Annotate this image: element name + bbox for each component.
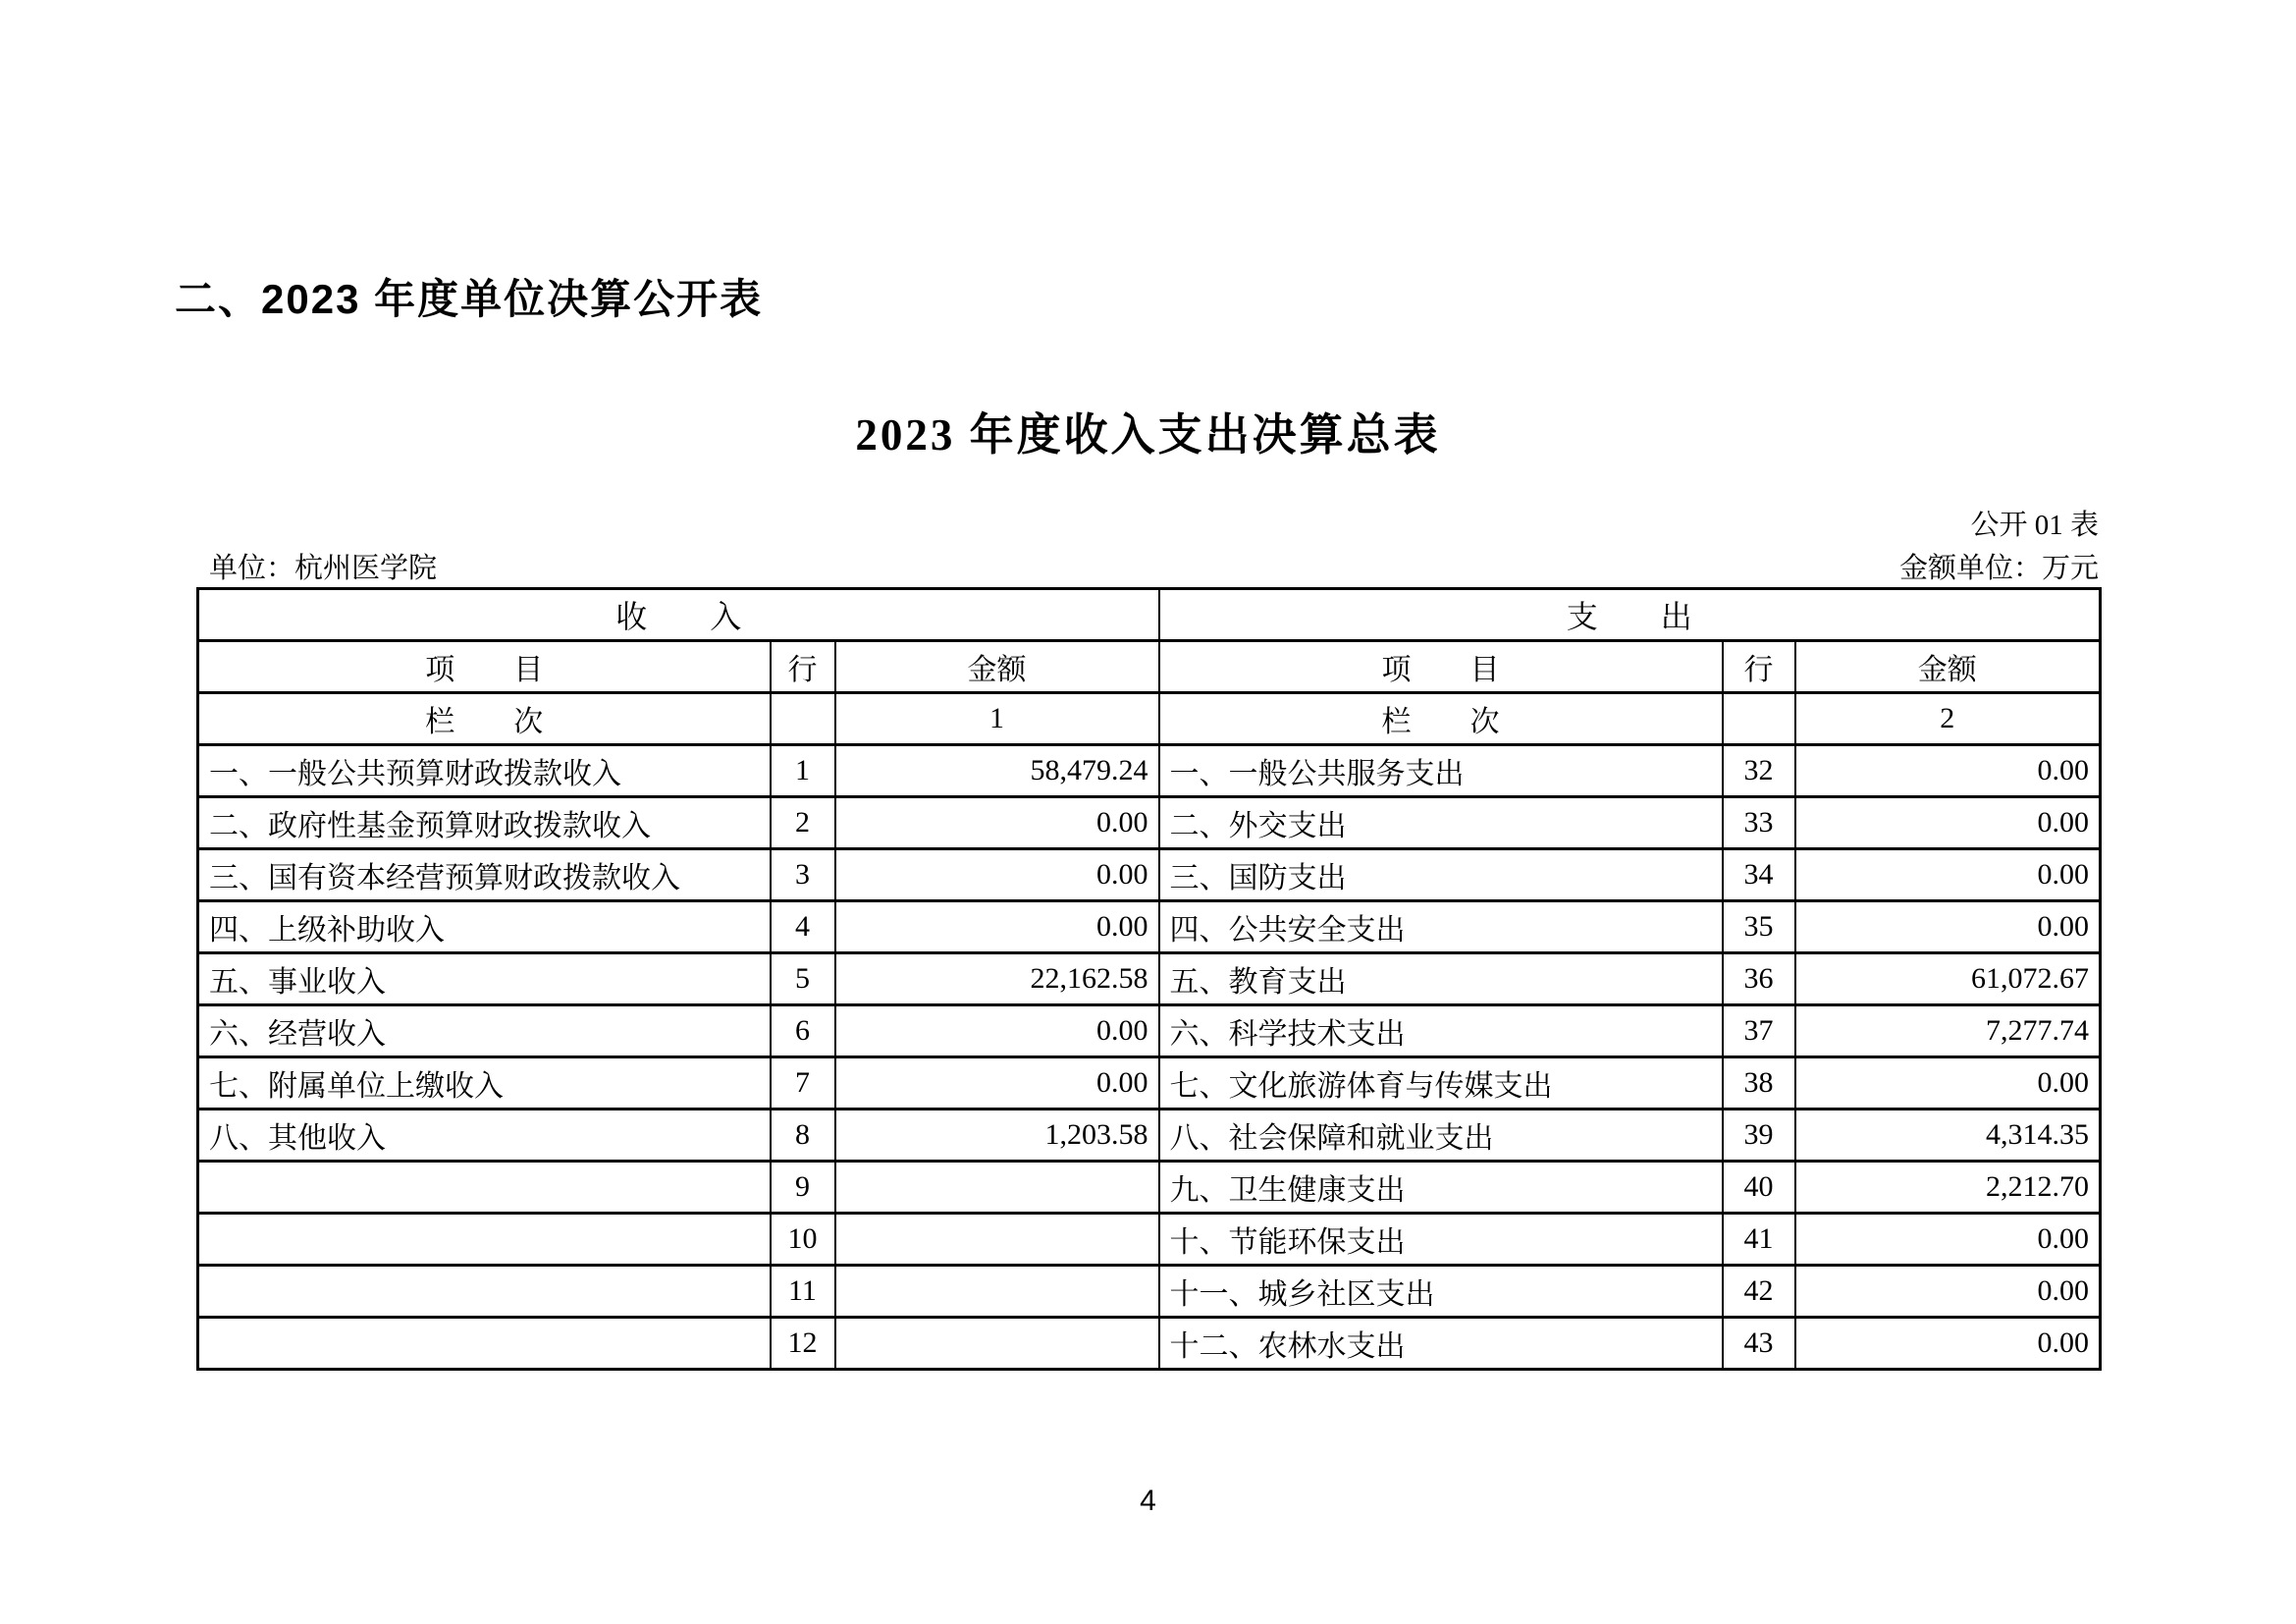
- expense-item-cell: 二、外交支出: [1159, 797, 1723, 849]
- expense-item-cell: 八、社会保障和就业支出: [1159, 1110, 1723, 1162]
- expense-amount-cell: 0.00: [1795, 745, 2101, 797]
- expense-amount-cell: 0.00: [1795, 797, 2101, 849]
- income-amount-col-header: 金额: [835, 641, 1159, 693]
- income-item-cell: 四、上级补助收入: [198, 901, 771, 953]
- table-section-header-row: [198, 589, 2101, 641]
- income-line-cell: 7: [771, 1057, 835, 1110]
- expense-line-cell: 33: [1723, 797, 1795, 849]
- section-heading: 二、2023 年度单位决算公开表: [175, 276, 764, 322]
- expense-lane-label: 栏 次: [1159, 693, 1723, 745]
- expense-line-cell: 39: [1723, 1110, 1795, 1162]
- meta-line: [196, 546, 2099, 586]
- income-item-cell: [198, 1214, 771, 1266]
- income-lane-index: 1: [835, 693, 1159, 745]
- expense-section-header: 支 出: [1159, 589, 2101, 641]
- expense-lane-index: 2: [1795, 693, 2101, 745]
- table-row: [198, 1110, 2101, 1162]
- expense-amount-cell: 7,277.74: [1795, 1005, 2101, 1057]
- income-line-cell: 3: [771, 849, 835, 901]
- table-row: [198, 1005, 2101, 1057]
- expense-line-cell: 38: [1723, 1057, 1795, 1110]
- income-amount-cell: 1,203.58: [835, 1110, 1159, 1162]
- table-lane-index-row: [198, 693, 2101, 745]
- table-column-header-row: [198, 641, 2101, 693]
- income-amount-cell: [835, 1266, 1159, 1318]
- expense-line-cell: 43: [1723, 1318, 1795, 1370]
- table-row: [198, 1057, 2101, 1110]
- income-line-cell: 6: [771, 1005, 835, 1057]
- income-item-cell: [198, 1162, 771, 1214]
- table-row: [198, 745, 2101, 797]
- income-line-cell: 5: [771, 953, 835, 1005]
- income-item-col-header: 项 目: [198, 641, 771, 693]
- table-row: [198, 797, 2101, 849]
- expense-line-cell: 35: [1723, 901, 1795, 953]
- income-item-cell: 二、政府性基金预算财政拨款收入: [198, 797, 771, 849]
- income-amount-cell: [835, 1214, 1159, 1266]
- income-item-cell: 三、国有资本经营预算财政拨款收入: [198, 849, 771, 901]
- income-item-cell: 八、其他收入: [198, 1110, 771, 1162]
- expense-item-cell: 九、卫生健康支出: [1159, 1162, 1723, 1214]
- expense-item-col-header: 项 目: [1159, 641, 1723, 693]
- table-row: [198, 1318, 2101, 1370]
- expense-amount-cell: 0.00: [1795, 1057, 2101, 1110]
- income-amount-cell: 58,479.24: [835, 745, 1159, 797]
- income-line-cell: 8: [771, 1110, 835, 1162]
- expense-amount-col-header: 金额: [1795, 641, 2101, 693]
- income-amount-cell: 0.00: [835, 901, 1159, 953]
- expense-line-cell: 41: [1723, 1214, 1795, 1266]
- expense-line-cell: 36: [1723, 953, 1795, 1005]
- income-amount-cell: 0.00: [835, 1005, 1159, 1057]
- expense-line-cell: 37: [1723, 1005, 1795, 1057]
- expense-item-cell: 一、一般公共服务支出: [1159, 745, 1723, 797]
- income-amount-cell: [835, 1318, 1159, 1370]
- expense-lane-empty-cell: [1723, 693, 1795, 745]
- expense-amount-cell: 0.00: [1795, 1266, 2101, 1318]
- table-code-label: 公开 01 表: [1970, 510, 2099, 541]
- income-amount-cell: 22,162.58: [835, 953, 1159, 1005]
- expense-amount-cell: 0.00: [1795, 849, 2101, 901]
- expense-amount-cell: 0.00: [1795, 1318, 2101, 1370]
- expense-item-cell: 十、节能环保支出: [1159, 1214, 1723, 1266]
- expense-amount-cell: 4,314.35: [1795, 1110, 2101, 1162]
- table-row: [198, 1266, 2101, 1318]
- unit-label: 单位：杭州医学院: [209, 553, 438, 584]
- expense-item-cell: 七、文化旅游体育与传媒支出: [1159, 1057, 1723, 1110]
- income-amount-cell: 0.00: [835, 1057, 1159, 1110]
- expense-item-cell: 三、国防支出: [1159, 849, 1723, 901]
- expense-item-cell: 四、公共安全支出: [1159, 901, 1723, 953]
- income-line-cell: 2: [771, 797, 835, 849]
- income-item-cell: 六、经营收入: [198, 1005, 771, 1057]
- budget-summary-table: [196, 587, 2102, 1371]
- amount-unit-label: 金额单位：万元: [1898, 553, 2099, 584]
- expense-amount-cell: 61,072.67: [1795, 953, 2101, 1005]
- expense-item-cell: 六、科学技术支出: [1159, 1005, 1723, 1057]
- expense-item-cell: 十一、城乡社区支出: [1159, 1266, 1723, 1318]
- income-line-cell: 4: [771, 901, 835, 953]
- table-title: 2023 年度收入支出决算总表: [855, 410, 1441, 460]
- table-row: [198, 849, 2101, 901]
- income-lane-label: 栏 次: [198, 693, 771, 745]
- expense-line-cell: 40: [1723, 1162, 1795, 1214]
- table-row: [198, 901, 2101, 953]
- income-item-cell: 七、附属单位上缴收入: [198, 1057, 771, 1110]
- table-row: [198, 953, 2101, 1005]
- income-amount-cell: 0.00: [835, 849, 1159, 901]
- income-item-cell: [198, 1266, 771, 1318]
- income-lane-empty-cell: [771, 693, 835, 745]
- expense-line-col-header: 行: [1723, 641, 1795, 693]
- income-amount-cell: 0.00: [835, 797, 1159, 849]
- income-line-cell: 1: [771, 745, 835, 797]
- expense-item-cell: 五、教育支出: [1159, 953, 1723, 1005]
- income-line-col-header: 行: [771, 641, 835, 693]
- income-line-cell: 9: [771, 1162, 835, 1214]
- expense-amount-cell: 0.00: [1795, 901, 2101, 953]
- income-item-cell: [198, 1318, 771, 1370]
- income-line-cell: 10: [771, 1214, 835, 1266]
- income-section-header: 收 入: [198, 589, 1159, 641]
- expense-amount-cell: 0.00: [1795, 1214, 2101, 1266]
- expense-line-cell: 42: [1723, 1266, 1795, 1318]
- expense-line-cell: 32: [1723, 745, 1795, 797]
- expense-item-cell: 十二、农林水支出: [1159, 1318, 1723, 1370]
- income-item-cell: 五、事业收入: [198, 953, 771, 1005]
- page-number: 4: [1140, 1485, 1156, 1517]
- income-line-cell: 12: [771, 1318, 835, 1370]
- income-item-cell: 一、一般公共预算财政拨款收入: [198, 745, 771, 797]
- table-row: [198, 1214, 2101, 1266]
- expense-amount-cell: 2,212.70: [1795, 1162, 2101, 1214]
- income-line-cell: 11: [771, 1266, 835, 1318]
- table-row: [198, 1162, 2101, 1214]
- expense-line-cell: 34: [1723, 849, 1795, 901]
- income-amount-cell: [835, 1162, 1159, 1214]
